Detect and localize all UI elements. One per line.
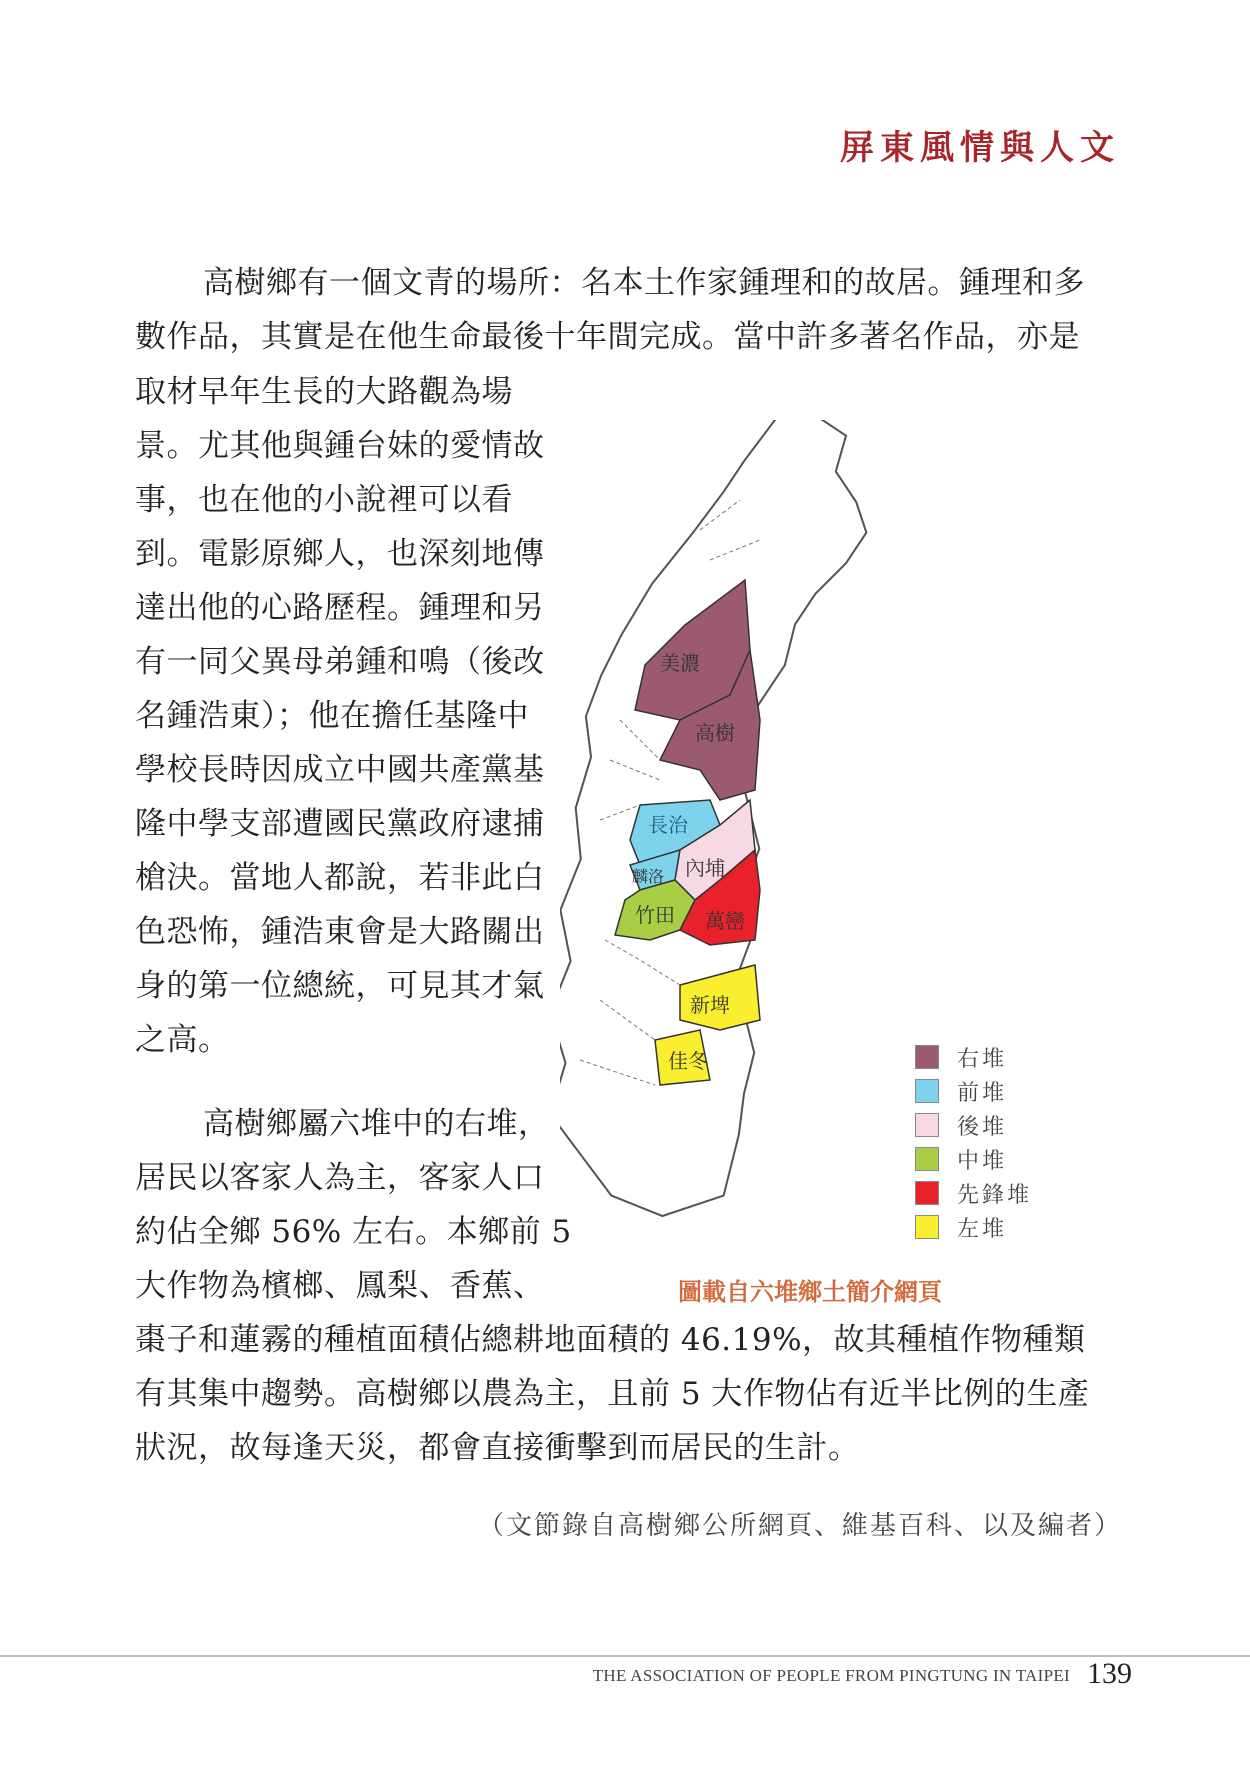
text-line: 高樹鄉屬六堆中的右堆， [203,1106,550,1142]
running-header: 屏東風情與人文 [840,128,1120,168]
legend-swatch [915,1113,939,1137]
legend-swatch [915,1045,939,1069]
text-line: 之高。 [135,1022,230,1058]
legend-swatch [915,1147,939,1171]
legend-item [915,1142,1032,1176]
legend-label: 左堆 [957,1216,1008,1242]
text-line: 有其集中趨勢。高樹鄉以農為主，且前 5 大作物佔有近半比例的生產 [135,1376,1090,1412]
legend-swatch [915,1181,939,1205]
source-note: （文節錄自高樹鄉公所網頁、維基百科、以及編者） [477,1511,1122,1541]
page-number: 139 [1087,1657,1132,1690]
liudui-map [560,420,1120,1280]
place-label-wanluan: 萬巒 [705,909,745,933]
place-label-changzhi: 長治 [648,813,688,837]
text-line: 色恐怖，鍾浩東會是大路關出 [135,914,545,950]
text-line: 名鍾浩東）；他在擔任基隆中 [135,698,529,734]
legend-label: 右堆 [957,1046,1008,1072]
figure-caption: 圖載自六堆鄉土簡介網頁 [678,1278,942,1306]
place-label-neipu: 內埔 [685,856,725,880]
paragraph-2 [135,1097,572,1313]
legend-label: 先鋒堆 [957,1182,1033,1208]
text-line: 約佔全鄉 56% 左右。本鄉前 5 [135,1214,572,1250]
footer-rule [0,1655,1250,1657]
text-line: 槍決。當地人都說，若非此白 [135,860,545,896]
map-legend [915,1040,1032,1244]
legend-swatch [915,1079,939,1103]
text-line: 隆中學支部遭國民黨政府逮捕 [135,806,545,842]
text-line: 取材早年生長的大路觀為場 [135,374,513,410]
text-line: 狀況，故每逢天災，都會直接衝擊到而居民的生計。 [135,1430,860,1466]
legend-item [915,1108,1032,1142]
legend-swatch [915,1215,939,1239]
text-line: 數作品，其實是在他生命最後十年間完成。當中許多著名作品，亦是 [135,319,1080,355]
legend-item [915,1176,1032,1210]
legend-item [915,1210,1032,1244]
text-line: 事，也在他的小說裡可以看 [135,482,513,518]
text-line: 居民以客家人為主，客家人口 [135,1160,545,1196]
legend-item [915,1040,1032,1074]
text-line: 有一同父異母弟鍾和鳴（後改 [135,644,545,680]
paragraph-1 [135,256,1125,364]
footer-text: THE ASSOCIATION OF PEOPLE FROM PINGTUNG IN TAIPEI [592,1666,1070,1685]
legend-label: 前堆 [957,1080,1008,1106]
place-label-jiadong: 佳冬 [668,1049,708,1073]
text-line: 景。尤其他與鍾台妹的愛情故 [135,428,545,464]
text-line: 達出他的心路歷程。鍾理和另 [135,590,545,626]
legend-label: 中堆 [957,1148,1008,1174]
text-line: 棗子和蓮霧的種植面積佔總耕地面積的 46.19%，故其種植作物種類 [135,1322,1086,1358]
place-label-meinong: 美濃 [660,651,700,675]
place-label-zhutian: 竹田 [635,903,675,927]
text-line: 大作物為檳榔、鳳梨、香蕉、 [135,1268,545,1304]
legend-label: 後堆 [957,1114,1008,1140]
place-label-xinpi: 新埤 [690,993,730,1017]
text-line: 身的第一位總統，可見其才氣 [135,968,545,1004]
text-line: 學校長時因成立中國共產黨基 [135,752,545,788]
text-line: 高樹鄉有一個文青的場所：名本土作家鍾理和的故居。鍾理和多 [203,265,1085,301]
paragraph-3 [135,1313,1125,1475]
text-line: 到。電影原鄉人，也深刻地傳 [135,536,545,572]
place-label-gaoshu: 高樹 [695,721,735,745]
wrapped-column-text [135,365,560,1067]
place-label-linluo: 麟洛 [632,867,665,886]
legend-item [915,1074,1032,1108]
